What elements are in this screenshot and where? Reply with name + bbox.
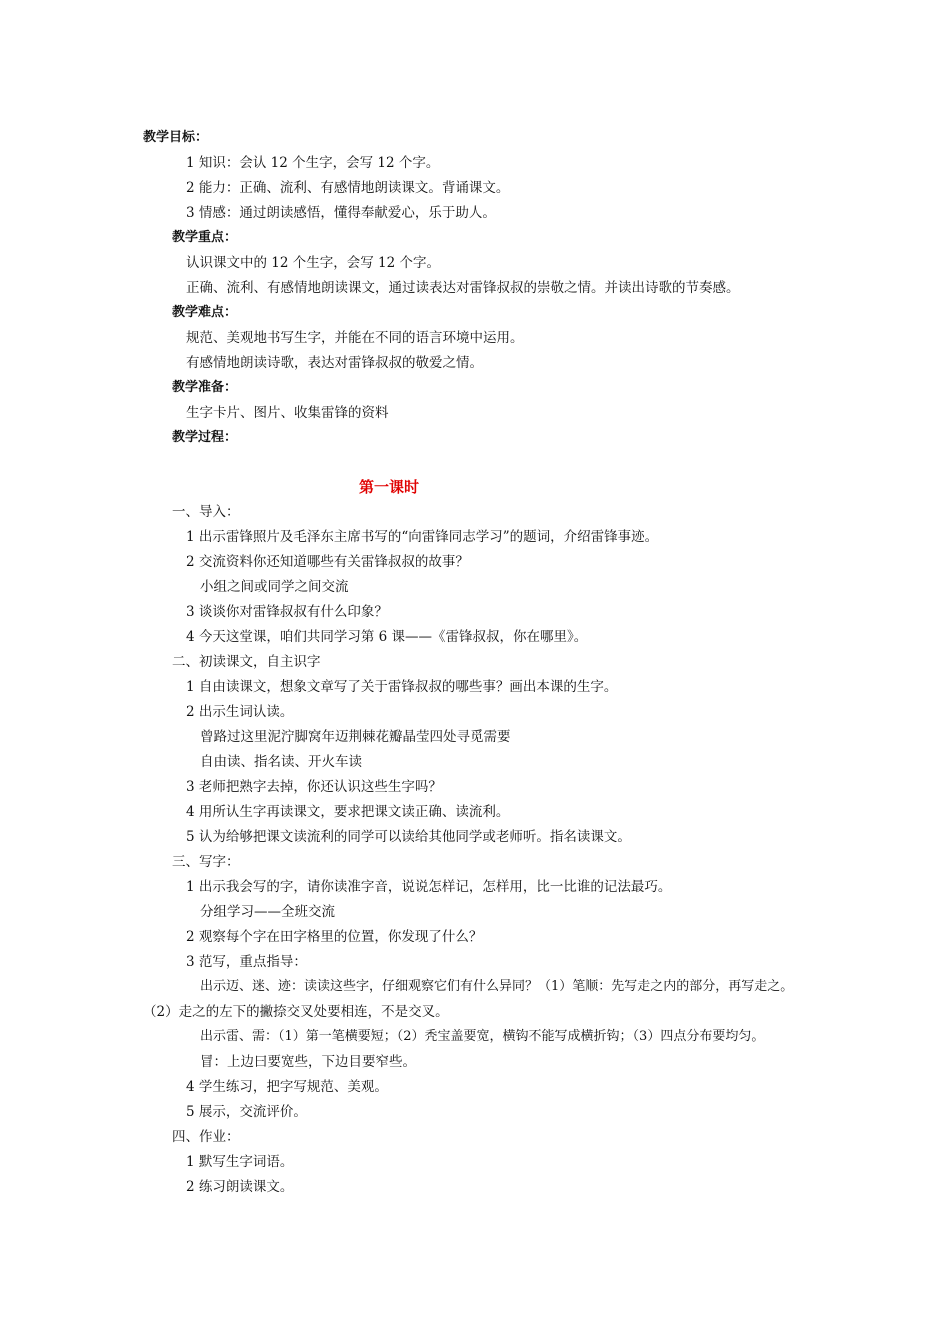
section3-heading: 三、写字：: [172, 854, 240, 870]
section2-item: 1 自由读课文，想象文章写了关于雷锋叔叔的哪些事？画出本课的生字。: [186, 679, 618, 695]
section4-item: 1 默写生字词语。: [186, 1154, 294, 1170]
section1-heading: 一、导入：: [172, 504, 240, 520]
section1-item: 3 谈谈你对雷锋叔叔有什么印象？: [186, 604, 388, 620]
section3-item: 冒：上边曰要宽些，下边目要窄些。: [200, 1054, 416, 1070]
objective-item: 3 情感：通过朗读感悟，懂得奉献爱心，乐于助人。: [186, 205, 496, 221]
key-point-item: 正确、流利、有感情地朗读课文，通过读表达对雷锋叔叔的崇敬之情。并读出诗歌的节奏感。: [186, 280, 740, 296]
objectives-heading: 教学目标：: [143, 130, 209, 145]
section3-item: 分组学习——全班交流: [200, 904, 335, 920]
difficulty-item: 规范、美观地书写生字，并能在不同的语言环境中运用。: [186, 330, 524, 346]
key-points-heading: 教学重点：: [172, 230, 238, 245]
section2-item: 4 用所认生字再读课文，要求把课文读正确、读流利。: [186, 804, 510, 820]
section2-item: 曾路过这里泥泞脚窝年迈荆棘花瓣晶莹四处寻觅需要: [200, 729, 511, 745]
section1-item: 4 今天这堂课，咱们共同学习第 6 课——《雷锋叔叔，你在哪里》。: [186, 629, 588, 645]
objective-item: 2 能力：正确、流利、有感情地朗读课文。背诵课文。: [186, 180, 510, 196]
section3-item: 2 观察每个字在田字格里的位置，你发现了什么？: [186, 929, 483, 945]
section1-item: 1 出示雷锋照片及毛泽东主席书写的“向雷锋同志学习”的题词，介绍雷锋事迹。: [186, 529, 659, 545]
section3-item: 5 展示，交流评价。: [186, 1104, 307, 1120]
preparation-item: 生字卡片、图片、收集雷锋的资料: [186, 405, 389, 421]
process-heading: 教学过程：: [172, 430, 238, 445]
section2-item: 3 老师把熟字去掉，你还认识这些生字吗？: [186, 779, 442, 795]
section3-item: （2）走之的左下的撇捺交叉处要相连，不是交叉。: [143, 1004, 449, 1020]
section1-item: 小组之间或同学之间交流: [200, 579, 349, 595]
section3-item: 1 出示我会写的字，请你读准字音，说说怎样记，怎样用，比一比谁的记法最巧。: [186, 879, 672, 895]
difficulty-item: 有感情地朗读诗歌，表达对雷锋叔叔的敬爱之情。: [186, 355, 483, 371]
section4-heading: 四、作业：: [172, 1129, 240, 1145]
section2-item: 2 出示生词认读。: [186, 704, 294, 720]
section2-heading: 二、初读课文，自主识字: [172, 654, 321, 670]
section1-item: 2 交流资料你还知道哪些有关雷锋叔叔的故事？: [186, 554, 469, 570]
section3-item: 出示迈、迷、迹：读读这些字，仔细观察它们有什么异同？（1）笔顺：先写走之内的部分，再写走之。: [200, 979, 794, 994]
section4-item: 2 练习朗读课文。: [186, 1179, 294, 1195]
preparation-heading: 教学准备：: [172, 380, 238, 395]
section2-item: 5 认为给够把课文读流利的同学可以读给其他同学或老师听。指名读课文。: [186, 829, 631, 845]
difficulties-heading: 教学难点：: [172, 305, 238, 320]
section3-item: 3 范写，重点指导：: [186, 954, 307, 970]
section3-item: 出示雷、需：（1）第一笔横要短；（2）秃宝盖要宽，横钩不能写成横折钩；（3）四点分布要均匀。: [200, 1029, 765, 1044]
section3-item: 4 学生练习，把字写规范、美观。: [186, 1079, 388, 1095]
objective-item: 1 知识：会认 12 个生字，会写 12 个字。: [186, 155, 440, 171]
key-point-item: 认识课文中的 12 个生字，会写 12 个字。: [186, 255, 441, 271]
lesson-title: 第一课时: [359, 478, 420, 496]
section2-item: 自由读、指名读、开火车读: [200, 754, 362, 770]
